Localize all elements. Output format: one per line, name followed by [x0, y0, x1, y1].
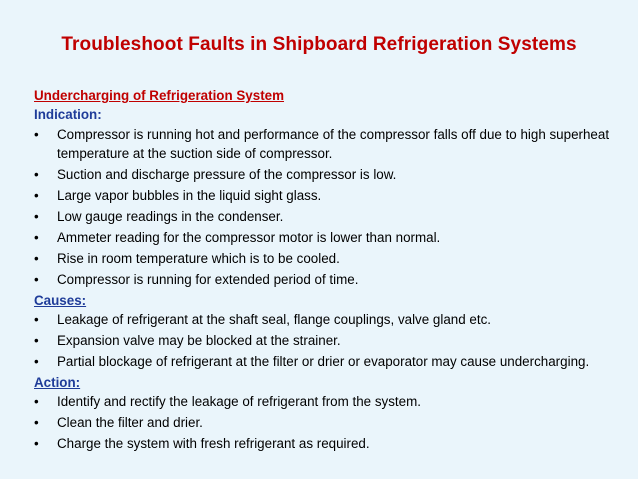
list-item [34, 310, 624, 329]
action-label: Action: [34, 374, 81, 390]
action-list [34, 392, 624, 453]
list-item [34, 228, 624, 247]
list-item-text: Expansion valve may be blocked at the strainer. [57, 332, 341, 348]
slide-title: Troubleshoot Faults in Shipboard Refrigeration Systems [61, 34, 577, 55]
bullet-icon: • [34, 126, 39, 142]
list-item-text: Low gauge readings in the condenser. [57, 208, 284, 224]
bullet-icon: • [34, 188, 39, 204]
list-item-text: Clean the filter and drier. [57, 415, 203, 430]
list-item-text: Compressor is running for extended period of time. [57, 271, 359, 287]
list-item [34, 392, 624, 411]
list-item-text: Leakage of refrigerant at the shaft seal, flange couplings, valve gland etc. [57, 311, 491, 327]
slide-content [34, 86, 624, 455]
bullet-icon: • [34, 394, 39, 410]
bullet-icon: • [34, 167, 39, 183]
bullet-icon: • [34, 332, 39, 348]
list-item [34, 270, 624, 289]
list-item [34, 165, 624, 184]
list-item-text: Large vapor bubbles in the liquid sight glass. [57, 188, 322, 204]
list-item [34, 125, 624, 164]
list-item [34, 413, 624, 432]
bullet-icon: • [34, 250, 39, 266]
list-item [34, 434, 624, 453]
bullet-icon: • [34, 271, 39, 287]
list-item [34, 186, 624, 205]
causes-list [34, 310, 624, 371]
list-item-text: Ammeter reading for the compressor motor is lower than normal. [57, 229, 441, 245]
list-item-text: Partial blockage of refrigerant at the filter or drier or evaporator may cause undercharging. [57, 353, 590, 369]
bullet-icon: • [34, 415, 39, 430]
indication-list [34, 125, 624, 289]
bullet-icon: • [34, 229, 39, 245]
bullet-icon: • [34, 435, 39, 451]
bullet-icon: • [34, 208, 39, 224]
causes-label: Causes: [34, 292, 87, 308]
list-item-text: Compressor is running hot and performance of the compressor falls off due to high superheat temperature at the suction side of compressor. [57, 126, 610, 162]
bullet-icon: • [34, 353, 39, 369]
bullet-icon: • [34, 311, 39, 327]
list-item [34, 207, 624, 226]
list-item-text: Rise in room temperature which is to be cooled. [57, 250, 340, 266]
section-heading: Undercharging of Refrigeration System [34, 88, 285, 103]
list-item-text: Charge the system with fresh refrigerant as required. [57, 435, 370, 451]
indication-label: Indication: [34, 107, 102, 123]
list-item-text: Identify and rectify the leakage of refrigerant from the system. [57, 394, 421, 410]
list-item [34, 331, 624, 350]
list-item [34, 249, 624, 268]
list-item-text: Suction and discharge pressure of the compressor is low. [57, 167, 397, 183]
list-item [34, 352, 624, 371]
